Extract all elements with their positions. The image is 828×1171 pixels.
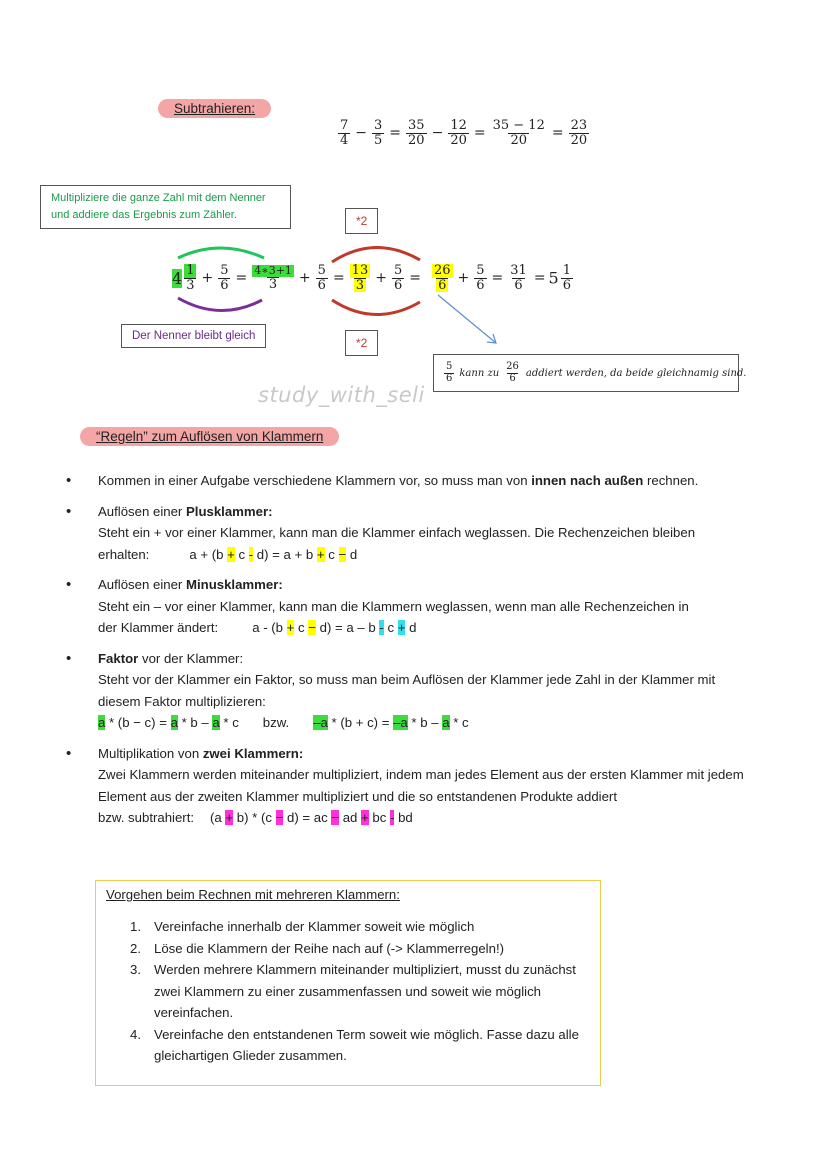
fraction: $\frac{3}{5}$ [374, 118, 383, 148]
steps-title: Vorgehen beim Rechnen mit mehreren Klammern: [106, 887, 400, 902]
rule-item: • Auflösen einer Minusklammer: Steht ein – vor einer Klammer, kann man die Klammern weglassen, wenn man alle Rechenzeichen in der Klammer ändert: a - (b + c − d) = a – b - c + d [66, 574, 746, 639]
purple-arc [178, 298, 262, 311]
red-arc-top [332, 247, 420, 262]
fraction: $\frac{31}{6}$ [510, 263, 527, 293]
hint-box: Multipliziere die ganze Zahl mit dem Nenner und addiere das Ergebnis zum Zähler. [40, 185, 291, 229]
red-arc-bottom [332, 300, 420, 315]
fraction: $\frac{5}{6}$ [446, 361, 453, 384]
fraction: $\frac{4∗3+1}{3}$ [254, 264, 292, 292]
fraction: $\frac{26}{6}$ [433, 263, 451, 293]
fraction: $\frac{12}{20}$ [450, 118, 467, 148]
rule-item: • Kommen in einer Aufgabe verschiedene Klammern vor, so muss man von innen nach außen rechnen. [66, 470, 746, 492]
fraction: $\frac{5}{6}$ [476, 263, 485, 293]
rules-heading: “Regeln” zum Auflösen von Klammern [80, 427, 339, 446]
fraction: $\frac{23}{20}$ [570, 118, 588, 148]
fraction: $\frac{5}{6}$ [393, 263, 403, 293]
fraction: $\frac{1}{6}$ [562, 263, 572, 293]
times-two-bottom-box: *2 [345, 330, 378, 356]
step-item: 4. Vereinfache den entstandenen Term soweit wie möglich. Fasse dazu alle gleichartigen Glieder zusammen. [130, 1026, 579, 1063]
green-arc [178, 248, 264, 258]
arrow-line [438, 295, 496, 343]
step-item: 3. Werden mehrere Klammern miteinander multipliziert, musst du zunächst zwei Klammern zu einer zusammenfassen und soweit wie möglich vereinfachen. [130, 962, 576, 1020]
rule-item: • Auflösen einer Plusklammer: Steht ein + vor einer Klammer, kann man die Klammer einfach weglassen. Die Rechenzeichen bleiben erhalten: a + (b + c - d) = a + b + c − d [66, 501, 746, 566]
watermark: study_with_seli [258, 383, 425, 407]
rule-item: • Multiplikation von zwei Klammern: Zwei Klammern werden miteinander multipliziert, indem man jedes Element aus der ersten Klammer mit jedem Element aus der zweiten Klammer multipliziert und die so entstandenen Produkte addiert bzw. subtrahiert: (a + b) * (c − d) = ac − ad + bc - bd [66, 743, 746, 829]
fraction: $\frac{5}{6}$ [317, 263, 326, 293]
denominator-box: Der Nenner bleibt gleich [121, 324, 266, 348]
mixed-equation: 4 $\frac{1}{3}$ + $\frac{5}{6}$ = $\frac{4∗3+1}{3}$ + $\frac{5}{6}$ = $\frac{13}{3}$ + $\frac{5}{6}$ = $\frac{26}{6}$ + $\frac{5}{6}$ = $\frac{31}{6}$ = 5 $\frac{1}{6}$ [172, 263, 572, 293]
times-two-top-box: *2 [345, 208, 378, 234]
fraction: $\frac{1}{3}$ [186, 263, 195, 293]
note-box: $\frac{5}{6}$ kann zu $\frac{26}{6}$ addiert werden, da beide gleichnamig sind. [433, 354, 739, 392]
steps-box [95, 880, 601, 1086]
fraction: $\frac{35 - 12}{20}$ [492, 118, 545, 148]
subtract-equation: $\frac{7}{4}$ − $\frac{3}{5}$ = $\frac{35}{20}$ − $\frac{12}{20}$ = $\frac{35 - 12}{20}$ = $\frac{23}{20}$ [340, 118, 588, 148]
rule-item: • Faktor vor der Klammer: Steht vor der Klammer ein Faktor, so muss man beim Auflösen der Klammer jede Zahl in der Klammer mit diesem Faktor multiplizieren: a * (b − c) = a * b – a * c bzw. –a * (b + c) = –a * b – a * c [66, 648, 746, 734]
subtract-heading: Subtrahieren: [158, 99, 271, 118]
steps-list [130, 916, 590, 1067]
step-item: 1. Vereinfache innerhalb der Klammer soweit wie möglich [130, 919, 475, 934]
fraction: $\frac{13}{3}$ [351, 263, 369, 293]
fraction: $\frac{5}{6}$ [220, 263, 229, 293]
fraction: $\frac{35}{20}$ [408, 118, 425, 148]
step-item: 2. Löse die Klammern der Reihe nach auf (-> Klammerregeln!) [130, 940, 504, 956]
fraction: $\frac{7}{4}$ [340, 118, 349, 148]
fraction: $\frac{26}{6}$ [506, 361, 519, 384]
rules-list [66, 470, 746, 838]
